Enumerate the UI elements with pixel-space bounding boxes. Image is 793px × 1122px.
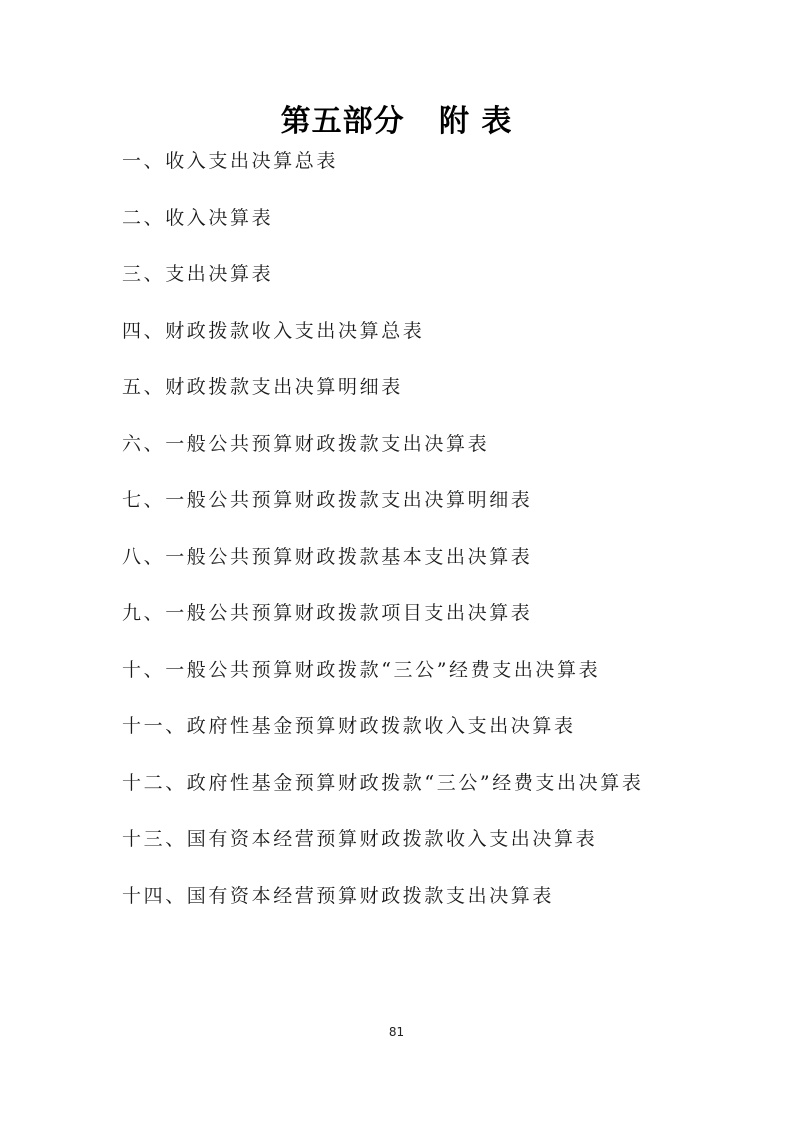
list-item: 二、收入决算表 (122, 206, 274, 229)
list-item: 十二、政府性基金预算财政拨款“三公”经费支出决算表 (122, 771, 644, 794)
list-item: 十一、政府性基金预算财政拨款收入支出决算表 (122, 715, 576, 737)
list-item: 七、一般公共预算财政拨款支出决算明细表 (122, 489, 533, 511)
page-number: 81 (388, 1025, 405, 1039)
list-item: 三、支出决算表 (122, 263, 274, 285)
list-item: 九、一般公共预算财政拨款项目支出决算表 (122, 602, 533, 624)
list-item: 八、一般公共预算财政拨款基本支出决算表 (122, 545, 533, 568)
list-item: 十三、国有资本经营预算财政拨款收入支出决算表 (122, 828, 598, 850)
page-title: 第五部分 附 表 (280, 104, 513, 139)
list-item: 十、一般公共预算财政拨款“三公”经费支出决算表 (122, 658, 601, 681)
list-item: 五、财政拨款支出决算明细表 (122, 376, 403, 398)
list-item: 四、财政拨款收入支出决算总表 (122, 319, 425, 342)
list-item: 十四、国有资本经营预算财政拨款支出决算表 (122, 884, 555, 907)
list-item: 六、一般公共预算财政拨款支出决算表 (122, 432, 490, 455)
appendix-table-list (122, 146, 643, 937)
list-item: 一、收入支出决算总表 (122, 150, 339, 172)
